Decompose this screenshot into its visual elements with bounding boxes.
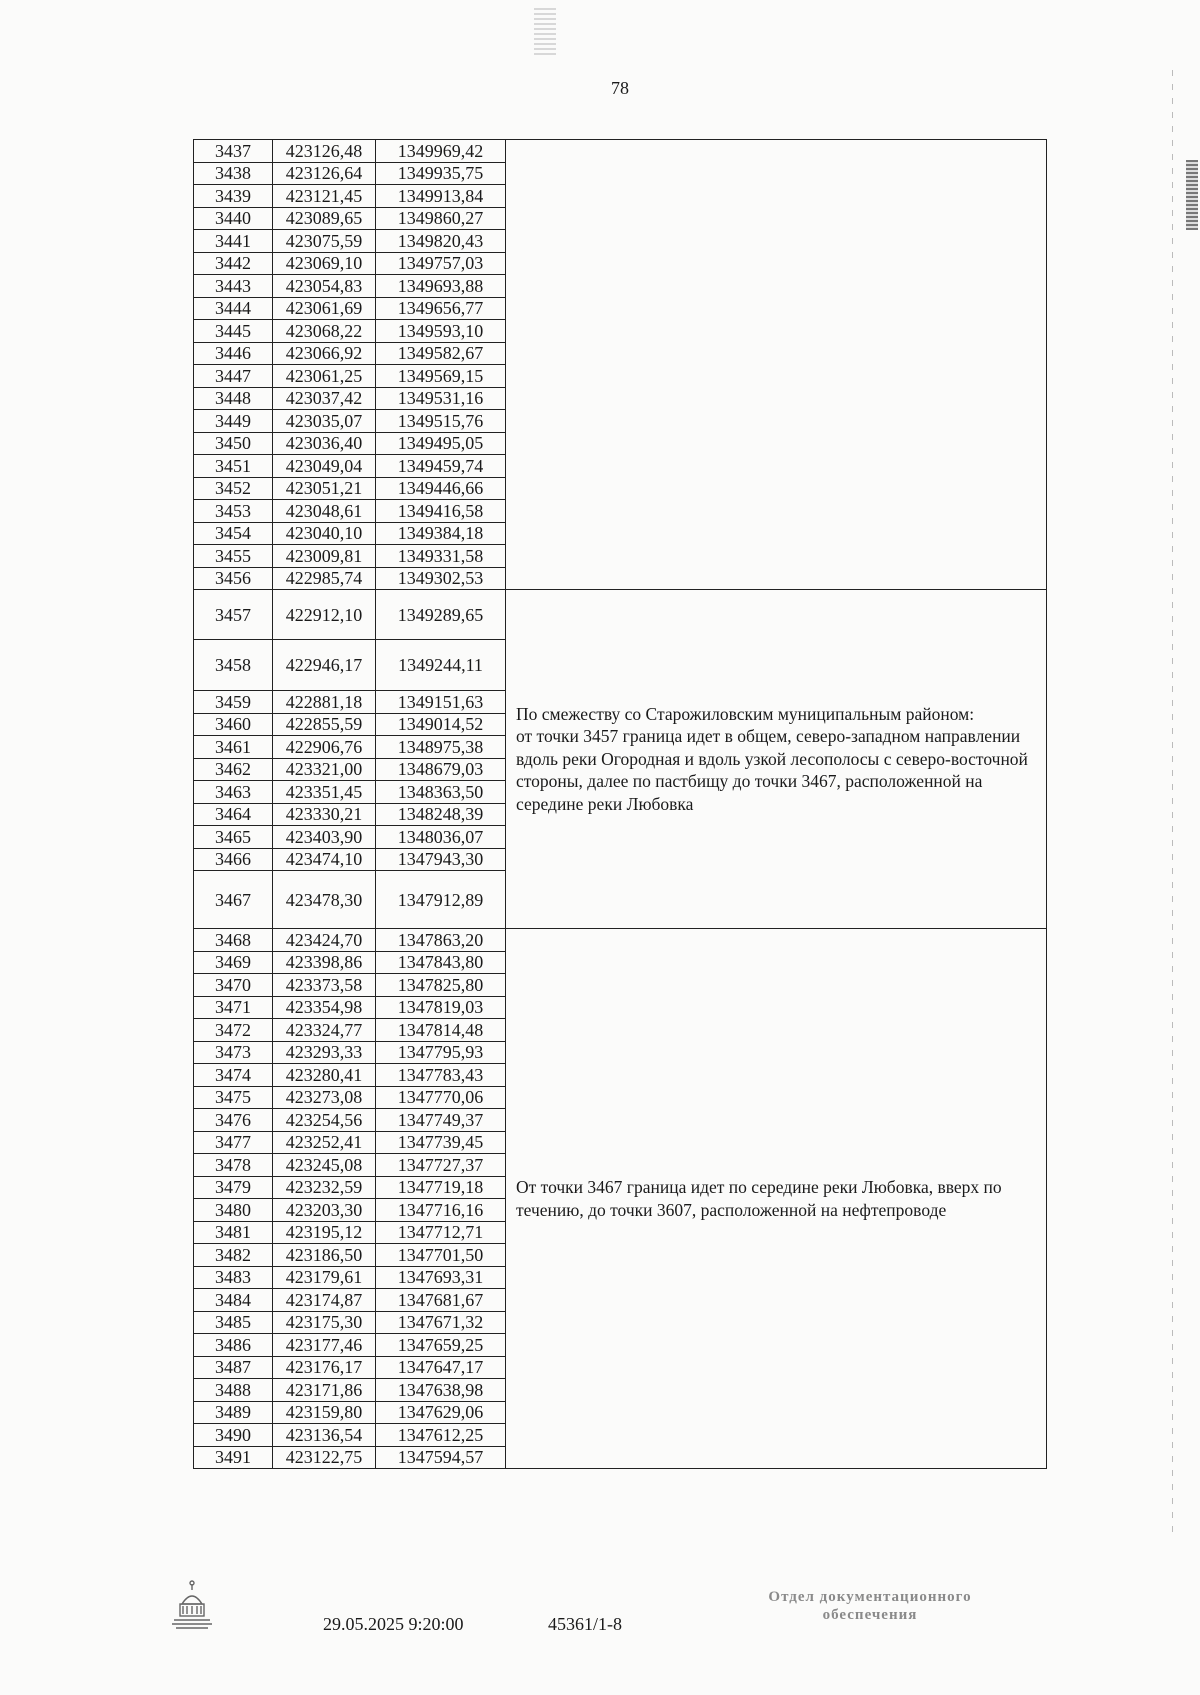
y-coordinate-cell: 1349531,16 xyxy=(376,387,506,410)
x-coordinate-cell: 423171,86 xyxy=(273,1379,376,1402)
point-number-cell: 3460 xyxy=(194,713,273,736)
x-coordinate-cell: 423424,70 xyxy=(273,929,376,952)
y-coordinate-cell: 1349582,67 xyxy=(376,342,506,365)
y-coordinate-cell: 1349014,52 xyxy=(376,713,506,736)
x-coordinate-cell: 423330,21 xyxy=(273,803,376,826)
stamp-line-1: Отдел документационного xyxy=(768,1589,972,1605)
x-coordinate-cell: 423186,50 xyxy=(273,1244,376,1267)
x-coordinate-cell: 423474,10 xyxy=(273,848,376,871)
y-coordinate-cell: 1348248,39 xyxy=(376,803,506,826)
y-coordinate-cell: 1349331,58 xyxy=(376,545,506,568)
x-coordinate-cell: 423075,59 xyxy=(273,230,376,253)
x-coordinate-cell: 423089,65 xyxy=(273,207,376,230)
x-coordinate-cell: 423054,83 xyxy=(273,275,376,298)
point-number-cell: 3451 xyxy=(194,455,273,478)
footer-date: 29.05.2025 9:20:00 xyxy=(323,1614,464,1634)
x-coordinate-cell: 423159,80 xyxy=(273,1401,376,1424)
point-number-cell: 3469 xyxy=(194,951,273,974)
y-coordinate-cell: 1348036,07 xyxy=(376,826,506,849)
y-coordinate-cell: 1347638,98 xyxy=(376,1379,506,1402)
x-coordinate-cell: 423035,07 xyxy=(273,410,376,433)
point-number-cell: 3450 xyxy=(194,432,273,455)
footer-doc-number: 45361/1-8 xyxy=(548,1614,622,1634)
table-row xyxy=(194,140,1047,163)
y-coordinate-cell: 1347719,18 xyxy=(376,1176,506,1199)
x-coordinate-cell: 423245,08 xyxy=(273,1154,376,1177)
point-number-cell: 3467 xyxy=(194,871,273,929)
description-text: от точки 3457 граница идет в общем, северо-западном направлении вдоль реки Огородная и вдоль узкой лесополосы с северо-восточной стороны, далее по пастбищу до точки 3467, расположенной на середине реки Любовка xyxy=(516,726,1028,814)
y-coordinate-cell: 1347594,57 xyxy=(376,1446,506,1469)
y-coordinate-cell: 1349913,84 xyxy=(376,185,506,208)
y-coordinate-cell: 1347659,25 xyxy=(376,1334,506,1357)
y-coordinate-cell: 1349935,75 xyxy=(376,162,506,185)
y-coordinate-cell: 1347693,31 xyxy=(376,1266,506,1289)
point-number-cell: 3475 xyxy=(194,1086,273,1109)
y-coordinate-cell: 1348679,03 xyxy=(376,758,506,781)
point-number-cell: 3471 xyxy=(194,996,273,1019)
point-number-cell: 3461 xyxy=(194,736,273,759)
scan-artifact-mark xyxy=(534,8,556,56)
boundary-description-cell xyxy=(506,590,1047,929)
point-number-cell: 3473 xyxy=(194,1041,273,1064)
x-coordinate-cell: 423061,25 xyxy=(273,365,376,388)
y-coordinate-cell: 1347863,20 xyxy=(376,929,506,952)
y-coordinate-cell: 1349416,58 xyxy=(376,500,506,523)
coordinates-table-body xyxy=(194,140,1047,1469)
point-number-cell: 3446 xyxy=(194,342,273,365)
x-coordinate-cell: 423121,45 xyxy=(273,185,376,208)
point-number-cell: 3490 xyxy=(194,1424,273,1447)
x-coordinate-cell: 423049,04 xyxy=(273,455,376,478)
point-number-cell: 3448 xyxy=(194,387,273,410)
point-number-cell: 3452 xyxy=(194,477,273,500)
y-coordinate-cell: 1348975,38 xyxy=(376,736,506,759)
x-coordinate-cell: 422906,76 xyxy=(273,736,376,759)
point-number-cell: 3445 xyxy=(194,320,273,343)
y-coordinate-cell: 1347727,37 xyxy=(376,1154,506,1177)
point-number-cell: 3482 xyxy=(194,1244,273,1267)
y-coordinate-cell: 1349446,66 xyxy=(376,477,506,500)
point-number-cell: 3456 xyxy=(194,567,273,590)
x-coordinate-cell: 423203,30 xyxy=(273,1199,376,1222)
y-coordinate-cell: 1347825,80 xyxy=(376,974,506,997)
y-coordinate-cell: 1347783,43 xyxy=(376,1064,506,1087)
y-coordinate-cell: 1347912,89 xyxy=(376,871,506,929)
x-coordinate-cell: 423324,77 xyxy=(273,1019,376,1042)
y-coordinate-cell: 1349693,88 xyxy=(376,275,506,298)
boundary-description-cell xyxy=(506,140,1047,590)
point-number-cell: 3459 xyxy=(194,691,273,714)
point-number-cell: 3479 xyxy=(194,1176,273,1199)
y-coordinate-cell: 1347712,71 xyxy=(376,1221,506,1244)
point-number-cell: 3481 xyxy=(194,1221,273,1244)
point-number-cell: 3466 xyxy=(194,848,273,871)
x-coordinate-cell: 423177,46 xyxy=(273,1334,376,1357)
x-coordinate-cell: 422946,17 xyxy=(273,640,376,691)
point-number-cell: 3480 xyxy=(194,1199,273,1222)
point-number-cell: 3455 xyxy=(194,545,273,568)
x-coordinate-cell: 423126,48 xyxy=(273,140,376,163)
y-coordinate-cell: 1347795,93 xyxy=(376,1041,506,1064)
point-number-cell: 3485 xyxy=(194,1311,273,1334)
y-coordinate-cell: 1349593,10 xyxy=(376,320,506,343)
y-coordinate-cell: 1347612,25 xyxy=(376,1424,506,1447)
point-number-cell: 3457 xyxy=(194,590,273,640)
point-number-cell: 3486 xyxy=(194,1334,273,1357)
boundary-description-cell xyxy=(506,929,1047,1469)
description-text: По смежеству со Старожиловским муниципальным районом: xyxy=(516,703,975,724)
point-number-cell: 3463 xyxy=(194,781,273,804)
point-number-cell: 3470 xyxy=(194,974,273,997)
table-row xyxy=(194,929,1047,952)
x-coordinate-cell: 423252,41 xyxy=(273,1131,376,1154)
y-coordinate-cell: 1347647,17 xyxy=(376,1356,506,1379)
x-coordinate-cell: 423061,69 xyxy=(273,297,376,320)
y-coordinate-cell: 1349656,77 xyxy=(376,297,506,320)
point-number-cell: 3483 xyxy=(194,1266,273,1289)
point-number-cell: 3484 xyxy=(194,1289,273,1312)
x-coordinate-cell: 422881,18 xyxy=(273,691,376,714)
y-coordinate-cell: 1347716,16 xyxy=(376,1199,506,1222)
x-coordinate-cell: 423195,12 xyxy=(273,1221,376,1244)
y-coordinate-cell: 1349244,11 xyxy=(376,640,506,691)
y-coordinate-cell: 1349495,05 xyxy=(376,432,506,455)
point-number-cell: 3438 xyxy=(194,162,273,185)
x-coordinate-cell: 423273,08 xyxy=(273,1086,376,1109)
y-coordinate-cell: 1347943,30 xyxy=(376,848,506,871)
y-coordinate-cell: 1347701,50 xyxy=(376,1244,506,1267)
y-coordinate-cell: 1349820,43 xyxy=(376,230,506,253)
stamp-line-2: обеспечения xyxy=(822,1607,918,1623)
x-coordinate-cell: 423293,33 xyxy=(273,1041,376,1064)
x-coordinate-cell: 423232,59 xyxy=(273,1176,376,1199)
point-number-cell: 3474 xyxy=(194,1064,273,1087)
point-number-cell: 3488 xyxy=(194,1379,273,1402)
x-coordinate-cell: 423068,22 xyxy=(273,320,376,343)
point-number-cell: 3449 xyxy=(194,410,273,433)
x-coordinate-cell: 422855,59 xyxy=(273,713,376,736)
y-coordinate-cell: 1347770,06 xyxy=(376,1086,506,1109)
x-coordinate-cell: 423373,58 xyxy=(273,974,376,997)
x-coordinate-cell: 423051,21 xyxy=(273,477,376,500)
point-number-cell: 3462 xyxy=(194,758,273,781)
emblem-icon xyxy=(168,1580,216,1632)
x-coordinate-cell: 423351,45 xyxy=(273,781,376,804)
x-coordinate-cell: 423048,61 xyxy=(273,500,376,523)
point-number-cell: 3458 xyxy=(194,640,273,691)
point-number-cell: 3453 xyxy=(194,500,273,523)
x-coordinate-cell: 423354,98 xyxy=(273,996,376,1019)
x-coordinate-cell: 423478,30 xyxy=(273,871,376,929)
y-coordinate-cell: 1349459,74 xyxy=(376,455,506,478)
x-coordinate-cell: 423037,42 xyxy=(273,387,376,410)
point-number-cell: 3491 xyxy=(194,1446,273,1469)
y-coordinate-cell: 1349302,53 xyxy=(376,567,506,590)
y-coordinate-cell: 1349151,63 xyxy=(376,691,506,714)
y-coordinate-cell: 1349569,15 xyxy=(376,365,506,388)
y-coordinate-cell: 1347671,32 xyxy=(376,1311,506,1334)
point-number-cell: 3454 xyxy=(194,522,273,545)
point-number-cell: 3465 xyxy=(194,826,273,849)
x-coordinate-cell: 423009,81 xyxy=(273,545,376,568)
x-coordinate-cell: 423174,87 xyxy=(273,1289,376,1312)
x-coordinate-cell: 423122,75 xyxy=(273,1446,376,1469)
point-number-cell: 3464 xyxy=(194,803,273,826)
x-coordinate-cell: 423179,61 xyxy=(273,1266,376,1289)
point-number-cell: 3442 xyxy=(194,252,273,275)
x-coordinate-cell: 423280,41 xyxy=(273,1064,376,1087)
y-coordinate-cell: 1347843,80 xyxy=(376,951,506,974)
x-coordinate-cell: 423040,10 xyxy=(273,522,376,545)
y-coordinate-cell: 1349969,42 xyxy=(376,140,506,163)
y-coordinate-cell: 1347629,06 xyxy=(376,1401,506,1424)
y-coordinate-cell: 1347681,67 xyxy=(376,1289,506,1312)
point-number-cell: 3468 xyxy=(194,929,273,952)
point-number-cell: 3437 xyxy=(194,140,273,163)
x-coordinate-cell: 422985,74 xyxy=(273,567,376,590)
x-coordinate-cell: 423066,92 xyxy=(273,342,376,365)
y-coordinate-cell: 1347739,45 xyxy=(376,1131,506,1154)
point-number-cell: 3441 xyxy=(194,230,273,253)
point-number-cell: 3439 xyxy=(194,185,273,208)
description-text: От точки 3467 граница идет по середине реки Любовка, вверх по течению, до точки 3607, расположенной на нефтепроводе xyxy=(516,1177,1002,1220)
x-coordinate-cell: 423136,54 xyxy=(273,1424,376,1447)
footer-stamp xyxy=(720,1588,1020,1624)
point-number-cell: 3489 xyxy=(194,1401,273,1424)
point-number-cell: 3477 xyxy=(194,1131,273,1154)
scan-edge-strip xyxy=(1186,160,1198,230)
y-coordinate-cell: 1349384,18 xyxy=(376,522,506,545)
page-number: 78 xyxy=(611,78,629,98)
y-coordinate-cell: 1349757,03 xyxy=(376,252,506,275)
coordinates-table xyxy=(193,139,1047,1469)
x-coordinate-cell: 422912,10 xyxy=(273,590,376,640)
point-number-cell: 3472 xyxy=(194,1019,273,1042)
point-number-cell: 3487 xyxy=(194,1356,273,1379)
table-row xyxy=(194,590,1047,640)
point-number-cell: 3444 xyxy=(194,297,273,320)
x-coordinate-cell: 423069,10 xyxy=(273,252,376,275)
x-coordinate-cell: 423254,56 xyxy=(273,1109,376,1132)
x-coordinate-cell: 423176,17 xyxy=(273,1356,376,1379)
x-coordinate-cell: 423126,64 xyxy=(273,162,376,185)
y-coordinate-cell: 1349860,27 xyxy=(376,207,506,230)
y-coordinate-cell: 1347819,03 xyxy=(376,996,506,1019)
x-coordinate-cell: 423175,30 xyxy=(273,1311,376,1334)
y-coordinate-cell: 1347814,48 xyxy=(376,1019,506,1042)
point-number-cell: 3440 xyxy=(194,207,273,230)
point-number-cell: 3476 xyxy=(194,1109,273,1132)
point-number-cell: 3447 xyxy=(194,365,273,388)
x-coordinate-cell: 423398,86 xyxy=(273,951,376,974)
y-coordinate-cell: 1347749,37 xyxy=(376,1109,506,1132)
y-coordinate-cell: 1348363,50 xyxy=(376,781,506,804)
point-number-cell: 3443 xyxy=(194,275,273,298)
scan-edge-line xyxy=(1172,70,1173,1540)
y-coordinate-cell: 1349289,65 xyxy=(376,590,506,640)
x-coordinate-cell: 423036,40 xyxy=(273,432,376,455)
x-coordinate-cell: 423321,00 xyxy=(273,758,376,781)
y-coordinate-cell: 1349515,76 xyxy=(376,410,506,433)
point-number-cell: 3478 xyxy=(194,1154,273,1177)
x-coordinate-cell: 423403,90 xyxy=(273,826,376,849)
